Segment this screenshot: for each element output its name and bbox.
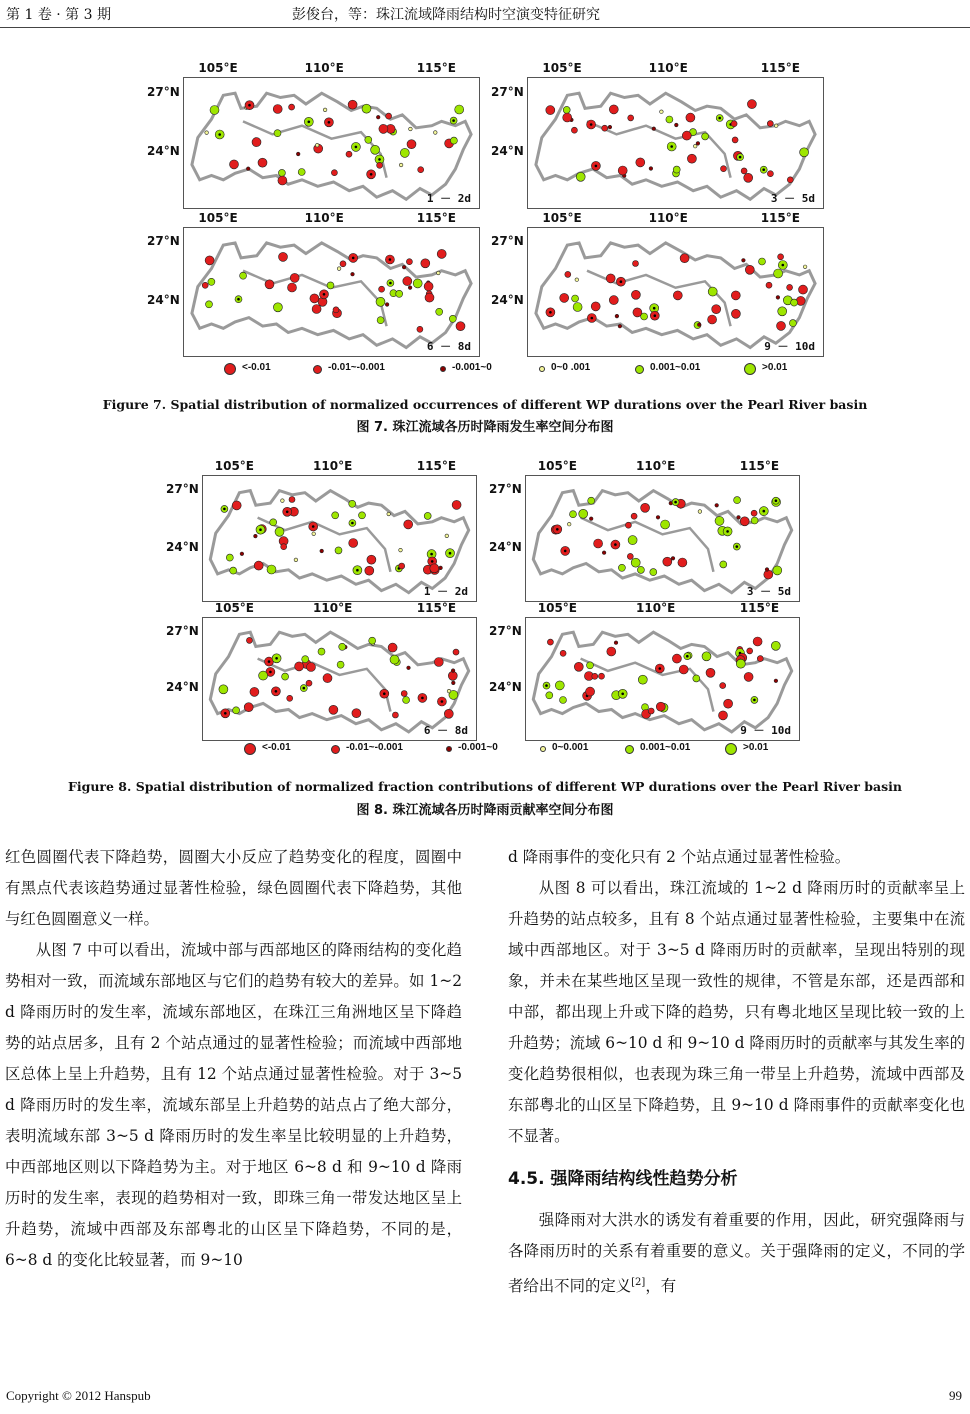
station-marker xyxy=(232,501,241,510)
figure-7-caption-zh: 图 7. 珠江流域各历时降雨发生率空间分布图 xyxy=(356,420,614,435)
station-marker xyxy=(567,522,571,526)
significance-dot xyxy=(224,712,227,715)
station-marker xyxy=(663,557,672,566)
longitude-tick: 115°E xyxy=(739,459,780,473)
latitude-tick: 24°N xyxy=(489,679,522,694)
significance-dot xyxy=(564,550,567,553)
station-marker xyxy=(560,650,566,656)
station-marker xyxy=(720,561,727,568)
station-marker xyxy=(246,637,252,643)
station-marker xyxy=(447,689,451,693)
legend-label: <-0.01 xyxy=(242,362,271,373)
station-marker xyxy=(365,566,374,575)
longitude-tick: 105°E xyxy=(542,61,582,75)
map-panel xyxy=(202,617,477,741)
station-marker xyxy=(445,534,449,538)
legend-label: >0.01 xyxy=(762,362,788,373)
station-marker xyxy=(323,674,332,683)
longitude-tick: 115°E xyxy=(760,211,800,225)
station-marker xyxy=(547,639,553,645)
station-marker xyxy=(452,500,461,509)
station-marker xyxy=(339,643,346,650)
latitude-tick: 24°N xyxy=(491,144,524,159)
longitude-tick: 110°E xyxy=(636,601,676,615)
longitude-tick: 115°E xyxy=(416,459,457,473)
longitude-tick: 105°E xyxy=(537,459,577,473)
latitude-tick: 27°N xyxy=(489,623,522,638)
station-marker xyxy=(337,661,344,668)
station-marker xyxy=(434,658,443,667)
legend-label: -0.001~0 xyxy=(458,742,498,753)
legend-label: -0.01~-0.001 xyxy=(328,362,385,373)
significance-dot xyxy=(431,560,434,563)
left-column xyxy=(5,842,462,1276)
station-marker xyxy=(230,567,237,574)
station-marker xyxy=(259,671,268,680)
significance-dot xyxy=(268,660,271,663)
station-marker xyxy=(592,673,598,679)
station-marker xyxy=(625,522,631,528)
paragraph: 红色圆圈代表下降趋势，圆圈大小反应了趋势变化的程度，圆圈中有黑点代表该趋势通过显著性检验，绿色圆圈代表下降趋势，其他与红色圆圈意义一样。 xyxy=(5,848,462,928)
figure-7-caption-en: Figure 7. Spatial distribution of normalized occurrences of different WP durations over the Pearl River basin xyxy=(102,397,868,412)
significance-dot xyxy=(421,697,424,700)
station-marker xyxy=(335,547,342,554)
latitude-tick: 27°N xyxy=(166,482,199,496)
duration-label: 9 － 10d xyxy=(764,340,815,353)
paragraph: d 降雨事件的变化只有 2 个站点通过显著性检验。 xyxy=(508,848,851,866)
station-marker xyxy=(698,510,702,514)
station-marker xyxy=(602,551,606,555)
station-marker xyxy=(724,699,733,708)
duration-label: 6 － 8d xyxy=(426,340,471,353)
station-marker xyxy=(641,503,650,512)
station-marker xyxy=(444,709,453,718)
running-title: 彭俊台，等：珠江流域降雨结构时空演变特征研究 xyxy=(292,7,600,23)
station-marker xyxy=(329,705,338,714)
significance-dot xyxy=(621,693,624,696)
station-marker xyxy=(679,665,688,674)
station-marker xyxy=(594,539,603,548)
station-marker xyxy=(715,504,719,508)
legend-swatch xyxy=(446,746,452,752)
legend-label: 0.001~0.01 xyxy=(650,362,701,373)
legend-label: >0.01 xyxy=(743,742,769,753)
station-marker xyxy=(715,516,724,525)
station-marker xyxy=(289,497,295,503)
longitude-tick: 110°E xyxy=(648,61,688,75)
legend-swatch xyxy=(331,745,340,754)
basin-boundary xyxy=(533,491,791,593)
citation-ref: [2] xyxy=(631,1277,646,1288)
longitude-tick: 115°E xyxy=(416,61,456,75)
station-marker xyxy=(295,662,304,671)
map-panel xyxy=(202,475,477,602)
significance-dot xyxy=(763,510,766,513)
paragraph: 从图 7 中可以看出，流域中部与西部地区的降雨结构的变化趋势相对一致，而流域东部地区与它们的趋势有较大的差异。如 1~2 d 降雨历时的发生率，流域东部地区，在珠江三角洲地区呈下降趋势的站点居多，且有 2 个站点通过的显著性检验；而流域中西部地区总体上呈上升趋势，且有 12 个站点通过显著性检验。对于 3~5 d 降雨历时的发生率，流域东部呈上升趋势的站点占了绝大部分，表明流域东部 3~5 d 降雨历时的发生率呈比较明显的上升趋势，中西部地区则以下降趋势为主。对于地区 6~8 d 和 9~10 d 降雨历时的发生率，表现的趋势相对一致，即珠三角一带发达地区呈上升趋势，流域中西部及东部粤北的山区呈下降趋势，不同的是，6~8 d 的变化比较显著，而 9~10 xyxy=(5,941,462,1269)
duration-label: 6 － 8d xyxy=(423,724,468,737)
station-marker xyxy=(270,519,277,526)
station-marker xyxy=(656,516,660,520)
station-marker xyxy=(764,570,773,579)
paragraph-text: 强降雨对大洪水的诱发有着重要的作用，因此，研究强降雨与各降雨历时的关系有着重要的意义。关于强降雨的定义，不同的学者给出不同的定义 xyxy=(508,1211,965,1296)
longitude-tick: 115°E xyxy=(739,601,780,615)
latitude-tick: 24°N xyxy=(491,293,524,308)
longitude-tick: 110°E xyxy=(313,601,353,615)
station-marker xyxy=(320,549,324,553)
station-marker xyxy=(631,558,640,567)
longitude-tick: 110°E xyxy=(648,211,688,225)
station-marker xyxy=(631,513,637,519)
paragraph-text: ，有 xyxy=(645,1277,677,1296)
station-marker xyxy=(678,558,687,567)
legend-label: -0.001~0 xyxy=(452,362,492,373)
station-marker xyxy=(302,656,309,663)
significance-dot xyxy=(356,569,359,572)
longitude-tick: 115°E xyxy=(416,601,457,615)
longitude-tick: 105°E xyxy=(198,61,238,75)
station-marker xyxy=(349,500,356,507)
latitude-tick: 24°N xyxy=(489,539,522,554)
station-marker xyxy=(244,703,253,712)
station-marker xyxy=(254,561,263,570)
duration-label: 9 － 10d xyxy=(740,724,791,737)
station-marker xyxy=(720,683,726,689)
station-marker xyxy=(706,668,715,677)
station-marker xyxy=(267,565,276,574)
legend-label: -0.01~-0.001 xyxy=(346,742,403,753)
latitude-tick: 24°N xyxy=(147,144,180,159)
significance-dot xyxy=(275,690,278,693)
journal-volume: 第 1 卷 · 第 3 期 xyxy=(6,7,111,23)
significance-dot xyxy=(275,657,278,660)
section-heading: 4.5. 强降雨结构线性趋势分析 xyxy=(508,1169,738,1189)
station-marker xyxy=(369,637,376,644)
station-marker xyxy=(751,510,757,516)
station-marker xyxy=(451,669,455,673)
station-marker xyxy=(586,687,595,696)
station-marker xyxy=(282,673,289,680)
station-marker xyxy=(403,697,410,704)
station-marker xyxy=(367,555,376,564)
longitude-tick: 110°E xyxy=(313,459,353,473)
station-marker xyxy=(226,554,233,561)
station-marker xyxy=(546,692,553,699)
station-marker xyxy=(424,512,431,519)
station-marker xyxy=(628,536,637,545)
station-marker xyxy=(430,564,439,573)
significance-dot xyxy=(736,545,739,548)
duration-label: 1 － 2d xyxy=(426,192,471,205)
longitude-tick: 110°E xyxy=(304,61,344,75)
station-marker xyxy=(452,681,456,685)
station-marker xyxy=(281,544,287,550)
station-marker xyxy=(352,709,361,718)
legend-label: 0~0 .001 xyxy=(551,362,591,373)
station-marker xyxy=(407,666,411,670)
station-marker xyxy=(281,499,285,503)
longitude-tick: 115°E xyxy=(416,211,456,225)
station-marker xyxy=(332,512,339,519)
station-marker xyxy=(287,695,293,701)
station-marker xyxy=(392,712,398,718)
significance-dot xyxy=(674,501,677,504)
footer-copyright: Copyright © 2012 Hanspub xyxy=(6,1388,151,1403)
station-marker xyxy=(240,552,244,556)
station-marker xyxy=(404,520,413,529)
latitude-tick: 24°N xyxy=(147,293,180,308)
latitude-tick: 27°N xyxy=(147,234,180,249)
figure-8-caption-en: Figure 8. Spatial distribution of normalized fraction contributions of different WP durations over the Pearl River basin xyxy=(67,779,903,794)
station-marker xyxy=(349,539,358,548)
station-marker xyxy=(570,511,577,518)
station-marker xyxy=(702,652,711,661)
station-marker xyxy=(753,637,762,646)
significance-dot xyxy=(545,684,548,687)
station-marker xyxy=(656,702,665,711)
station-marker xyxy=(719,711,728,720)
map-panel xyxy=(525,617,800,741)
station-marker xyxy=(648,708,654,714)
station-marker xyxy=(587,662,594,669)
station-marker xyxy=(672,654,681,663)
longitude-tick: 115°E xyxy=(760,61,800,75)
station-marker xyxy=(614,641,618,645)
station-marker xyxy=(747,648,753,654)
station-marker xyxy=(250,687,259,696)
station-marker xyxy=(765,568,769,572)
station-marker xyxy=(589,517,593,521)
basin-boundary xyxy=(533,632,791,732)
longitude-tick: 110°E xyxy=(636,459,676,473)
latitude-tick: 27°N xyxy=(166,623,199,638)
significance-dot xyxy=(303,687,306,690)
station-marker xyxy=(579,509,588,518)
significance-dot xyxy=(775,499,778,502)
significance-dot xyxy=(614,543,617,546)
significance-dot xyxy=(753,699,756,702)
station-marker xyxy=(294,558,298,562)
right-column xyxy=(508,842,965,1302)
station-marker xyxy=(744,672,753,681)
figure-8-legend xyxy=(0,740,970,760)
map-panel xyxy=(525,475,800,602)
station-marker xyxy=(254,534,258,538)
significance-dot xyxy=(556,528,559,531)
station-marker xyxy=(751,517,758,524)
significance-dot xyxy=(351,522,354,525)
station-marker xyxy=(318,648,325,655)
legend-swatch xyxy=(244,743,256,755)
legend-swatch xyxy=(725,743,737,755)
station-marker xyxy=(233,707,240,714)
significance-dot xyxy=(430,553,433,556)
station-marker xyxy=(671,557,675,561)
station-marker xyxy=(359,512,366,519)
station-marker xyxy=(618,564,625,571)
significance-dot xyxy=(449,552,452,555)
latitude-tick: 27°N xyxy=(489,482,522,496)
station-marker xyxy=(401,691,407,697)
latitude-tick: 24°N xyxy=(166,539,199,554)
station-marker xyxy=(773,566,782,575)
legend-label: 0.001~0.01 xyxy=(640,742,691,753)
station-marker xyxy=(627,553,633,559)
legend-label: 0~0.001 xyxy=(552,742,589,753)
station-marker xyxy=(607,647,616,656)
station-marker xyxy=(399,548,403,552)
longitude-tick: 105°E xyxy=(214,459,254,473)
station-marker xyxy=(771,641,780,650)
significance-dot xyxy=(286,511,289,514)
station-marker xyxy=(693,675,700,682)
significance-dot xyxy=(726,530,729,533)
duration-label: 1 － 2d xyxy=(423,585,468,598)
station-marker xyxy=(219,685,228,694)
station-marker xyxy=(390,655,399,664)
station-marker xyxy=(774,679,778,683)
station-marker xyxy=(661,520,670,529)
station-marker xyxy=(306,680,312,686)
legend-label: <-0.01 xyxy=(262,742,291,753)
significance-dot xyxy=(686,655,689,658)
station-marker xyxy=(574,662,583,671)
significance-dot xyxy=(269,671,272,674)
significance-dot xyxy=(383,692,386,695)
station-marker xyxy=(560,697,567,704)
station-marker xyxy=(399,563,405,569)
station-marker xyxy=(307,663,316,672)
station-marker xyxy=(740,517,749,526)
station-marker xyxy=(453,649,459,655)
latitude-tick: 27°N xyxy=(491,234,524,249)
station-marker xyxy=(650,569,657,576)
station-marker xyxy=(312,532,316,536)
station-marker xyxy=(734,497,741,504)
station-marker xyxy=(275,527,284,536)
latitude-tick: 27°N xyxy=(491,84,524,99)
station-marker xyxy=(599,673,605,679)
longitude-tick: 105°E xyxy=(198,211,238,225)
basin-boundary xyxy=(210,491,468,593)
station-marker xyxy=(757,656,763,662)
longitude-tick: 110°E xyxy=(304,211,344,225)
significance-dot xyxy=(223,508,226,511)
station-marker xyxy=(736,659,745,668)
duration-label: 3 － 5d xyxy=(746,585,791,598)
legend-swatch xyxy=(540,746,546,752)
latitude-tick: 24°N xyxy=(166,679,199,694)
station-marker xyxy=(588,497,595,504)
significance-dot xyxy=(259,528,262,531)
figure-8-caption-zh: 图 8. 珠江流域各历时降雨贡献率空间分布图 xyxy=(356,803,614,818)
significance-dot xyxy=(659,667,662,670)
longitude-tick: 105°E xyxy=(537,601,577,615)
station-marker xyxy=(388,643,397,652)
paragraph: 从图 8 可以看出，珠江流域的 1~2 d 降雨历时的贡献率呈上升趋势的站点较多，且有 8 个站点通过显著性检验，主要集中在流域中西部地区。对于 3~5 d 降雨历时的贡献率，呈现出特别的现象，并未在某些地区呈现一致性的规律，不管是东部，还是西部和中部，都出现上升或下降的趋势，只有粤北地区呈现比较一致的上升趋势；流域 6~10 d 和 9~10 d 降雨历时的贡献率与其发生率的变化趋势很相似，也表现为珠三角一带呈上升趋势，流域中西部及东部粤北的山区呈下降趋势，且 9~10 d 降雨事件的贡献率变化也不显著。 xyxy=(508,879,965,1145)
station-marker xyxy=(637,566,644,573)
significance-dot xyxy=(441,700,444,703)
latitude-tick: 27°N xyxy=(147,84,180,99)
longitude-tick: 105°E xyxy=(214,601,254,615)
page-number: 99 xyxy=(949,1388,962,1403)
station-marker xyxy=(737,516,741,520)
longitude-tick: 105°E xyxy=(542,211,582,225)
paragraph xyxy=(508,1205,965,1302)
station-marker xyxy=(555,681,564,690)
legend-swatch xyxy=(625,745,634,754)
station-marker xyxy=(387,512,391,516)
duration-label: 3 － 5d xyxy=(770,192,815,205)
station-marker xyxy=(638,675,647,684)
significance-dot xyxy=(312,525,315,528)
